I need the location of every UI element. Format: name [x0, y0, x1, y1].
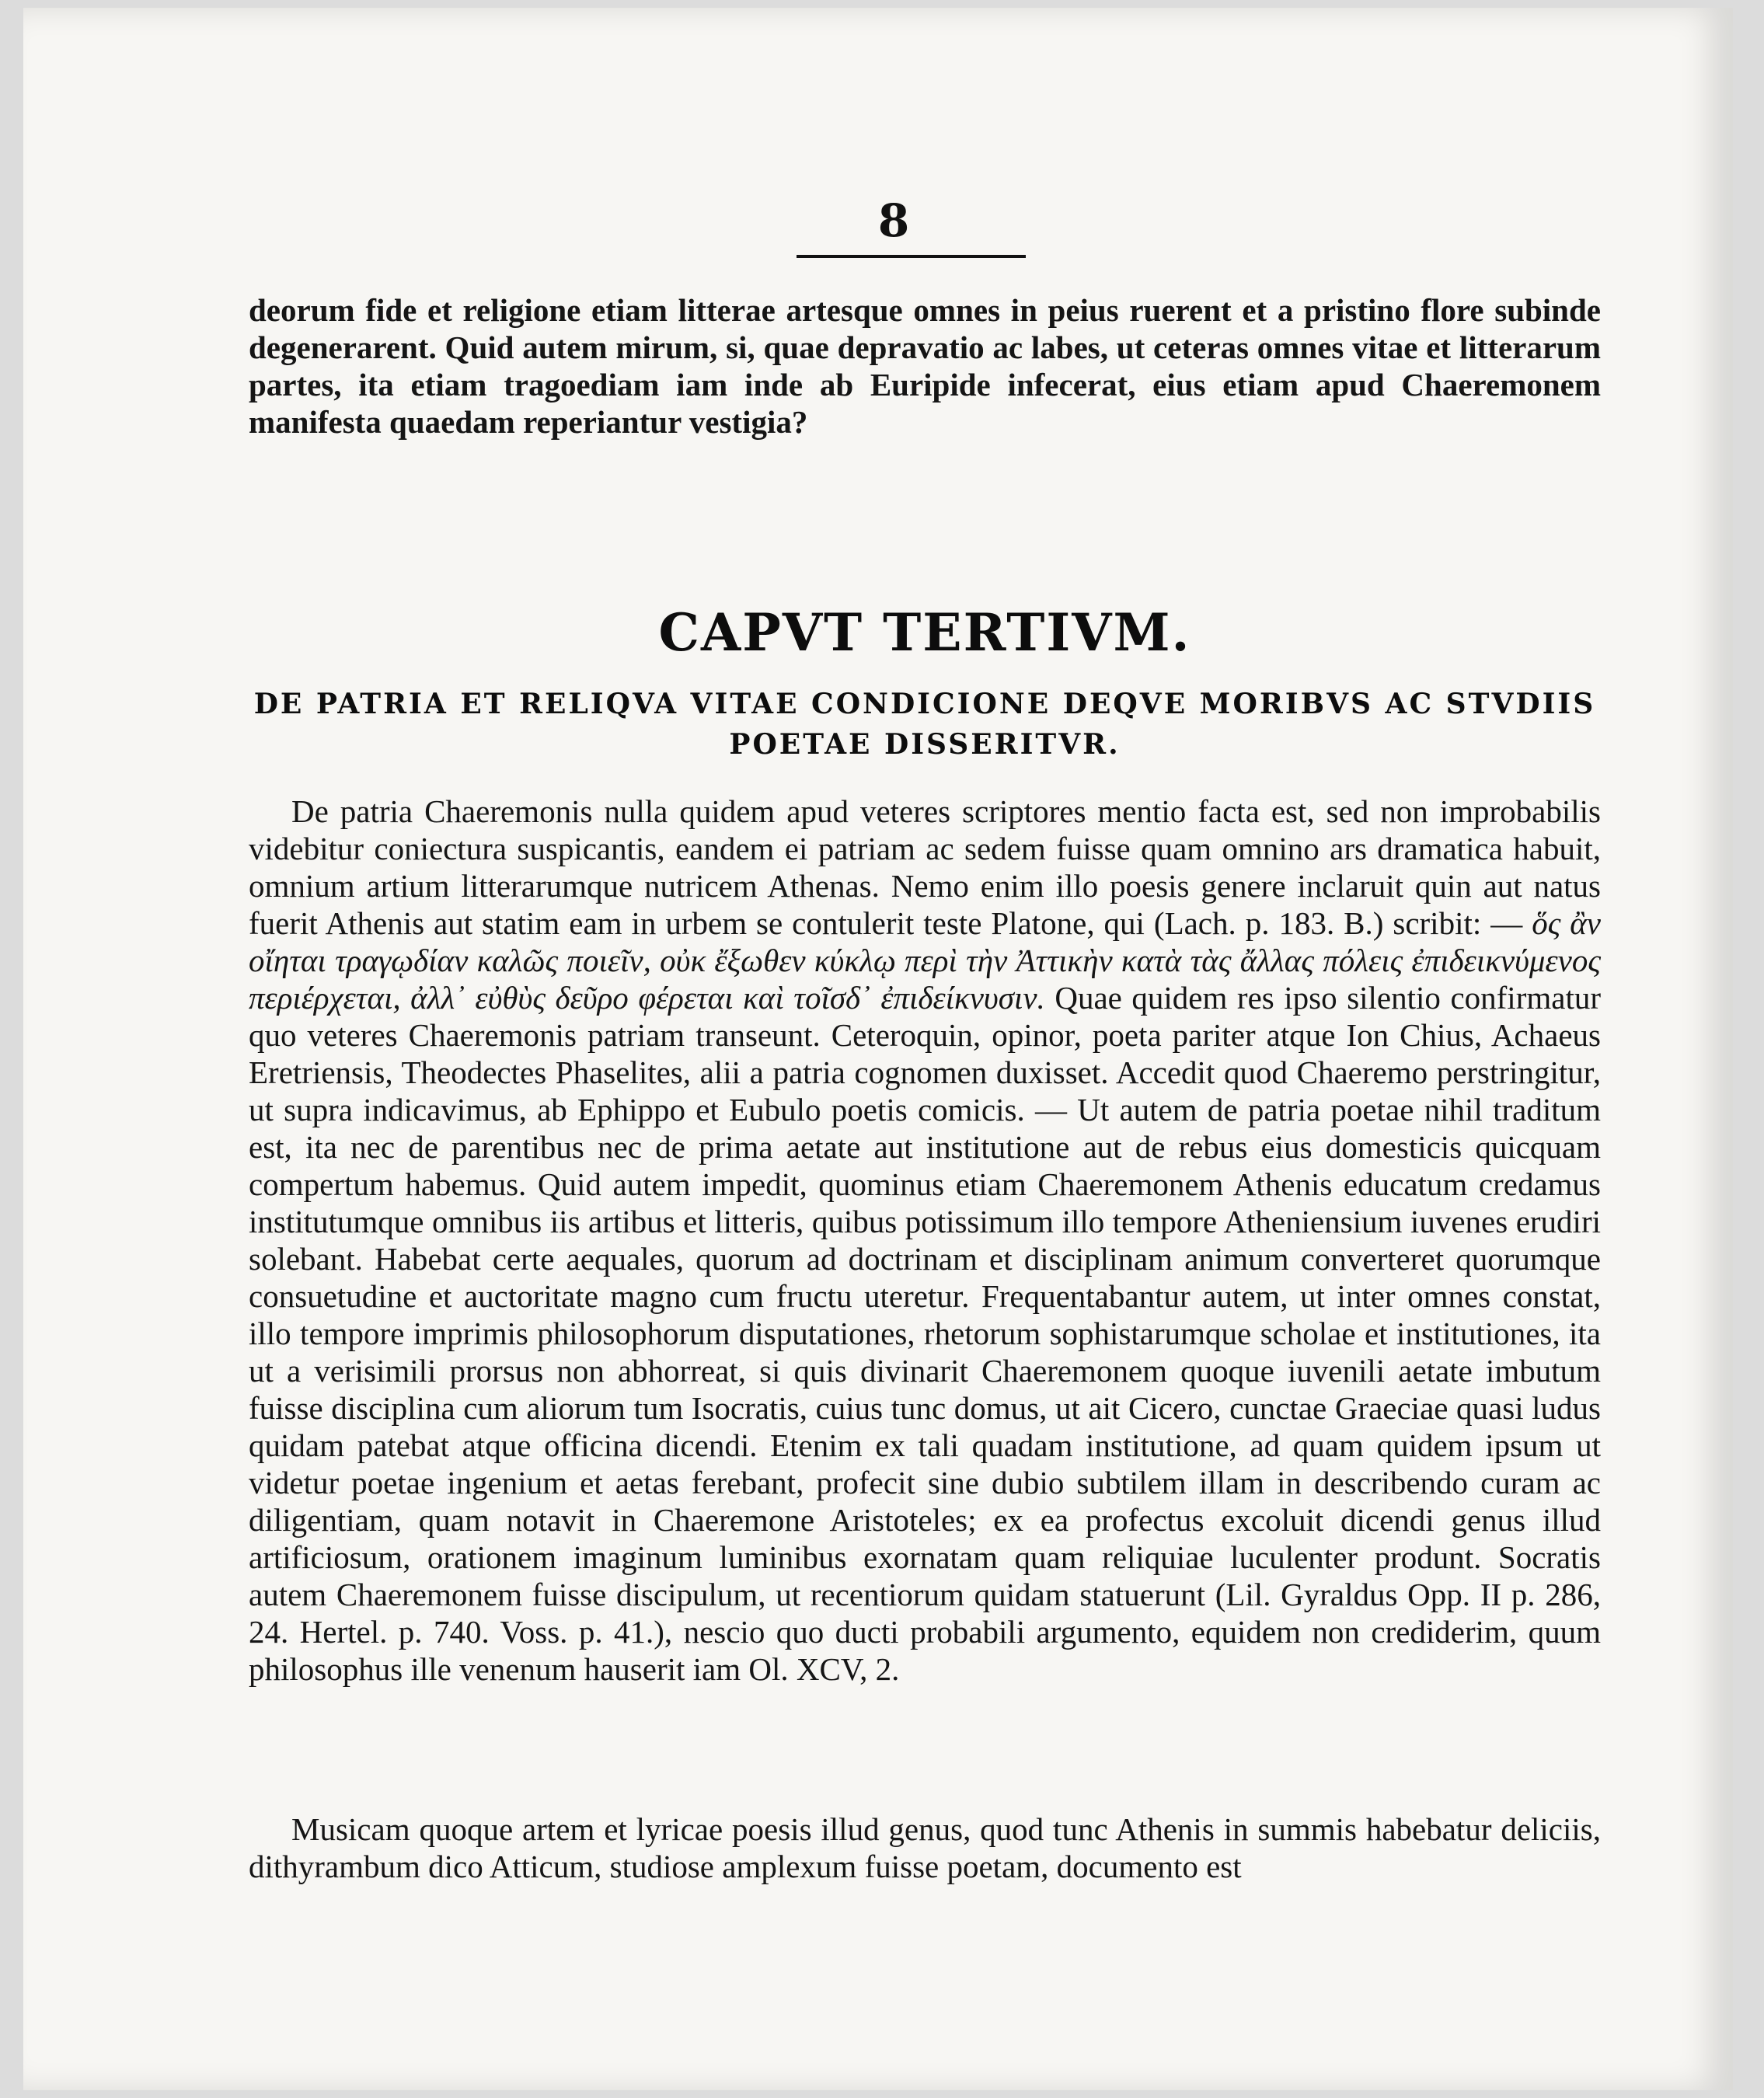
greek-quotation: ὅς ἂν οἴηται τραγῳδίαν καλῶς ποιεῖν, οὐκ ἔξωθεν κύκλῳ περὶ τὴν Ἀττικὴν κατὰ τὰς ἄλλας πόλεις ἐπιδεικνύμενος περιέρχεται, ἀλλ᾿ εὐθὺς δεῦρο φέρεται καὶ τοῖσδ᾿ ἐπιδείκνυσιν. [249, 905, 1602, 1016]
chapter-subtitle: DE PATRIA ET RELIQVA VITAE CONDICIONE DEQVE MORIBVS AC STVDIIS POETAE DISSERITVR. [253, 688, 1596, 761]
book-page [23, 8, 1733, 2090]
chapter-title: CAPVT TERTIVM. [658, 602, 1191, 663]
intro-paragraph: deorum fide et religione etiam litterae artesque omnes in peius ruerent et a pristino flore subinde degenerarent. Quid autem mirum, si, quae depravatio ac labes, ut ceteras omnes vitae et litterarum partes, ita etiam tragoediam iam inde ab Euripide infecerat, eius etiam apud Chaeremonem manifesta quaedam reperiantur vestigia? [249, 292, 1601, 440]
main-paragraph-latin-start: De patria Chaeremonis nulla quidem apud veteres scriptores mentio facta est, sed non improbabilis videbitur coniectura suspicantis, eandem ei patriam ac sedem fuisse quam omnino ars dramatica habuit, omnium artium litterarumque nutricem Athenas. Nemo enim illo poesis genere inclaruit quin aut natus fuerit Athenis aut statim eam in urbem se contulerit teste Platone, qui (Lach. p. 183. B.) scribit: — [249, 793, 1601, 941]
final-paragraph: Musicam quoque artem et lyricae poesis illud genus, quod tunc Athenis in summis habebatur deliciis, dithyrambum dico Atticum, studiose amplexum fuisse poetam, documento est [249, 1811, 1601, 1884]
main-paragraph [249, 793, 1601, 1688]
header-rule [797, 255, 1026, 258]
page-number: 8 [877, 194, 910, 247]
main-paragraph-latin-end: Quae quidem res ipso silentio confirmatur quo veteres Chaeremonis patriam transeunt. Ceteroquin, opinor, poeta pariter atque Ion Chius, Achaeus Eretriensis, Theodectes Phaselites, alii a patria cognomen duxisset. Accedit quod Chaeremo perstringitur, ut supra indicavimus, ab Ephippo et Eubulo poetis comicis. — Ut autem de patria poetae nihil traditum est, ita nec de parentibus nec de prima aetate aut institutione aut de rebus eius domesticis quicquam compertum habemus. Quid autem impedit, quominus etiam Chaeremonem Athenis educatum credamus institutumque omnibus iis artibus et litteris, quibus potissimum illo tempore Atheniensium iuvenes erudiri solebant. Habebat certe aequales, quorum ad doctrinam et disciplinam animum converteret quorumque consuetudine et auctoritate magno cum fructu uteretur. Frequentabantur autem, ut inter omnes constat, illo tempore imprimis philosophorum disputationes, rhetorum sophistarumque scholae et institutiones, ita ut a verisimili prorsus non abhorreat, si quis divinarit Chaeremonem quoque iuvenili aetate imbutum fuisse disciplina cum aliorum tum Isocratis, cuius tunc domus, ut ait Cicero, cunctae Graeciae quasi ludus quidam patebat atque officina dicendi. Etenim ex tali quadam institutione, ad quam quidem ipsum ut videtur poetae ingenium et aetas ferebant, profecit sine dubio subtilem illam in describendo curam ac diligentiam, quam notavit in Chaeremone Aristoteles; ex ea profectus excoluit dicendi genus illud artificiosum, orationem imaginum luminibus exornatam quam reliquiae luculenter produnt. Socratis autem Chaeremonem fuisse discipulum, ut recentiorum quidam statuerunt (Lil. Gyraldus Opp. II p. 286, 24. Hertel. p. 740. Voss. p. 41.), nescio quo ducti probabili argumento, equidem non crediderim, quum philosophus ille venenum hauserit iam Ol. XCV, 2. [249, 980, 1601, 1687]
